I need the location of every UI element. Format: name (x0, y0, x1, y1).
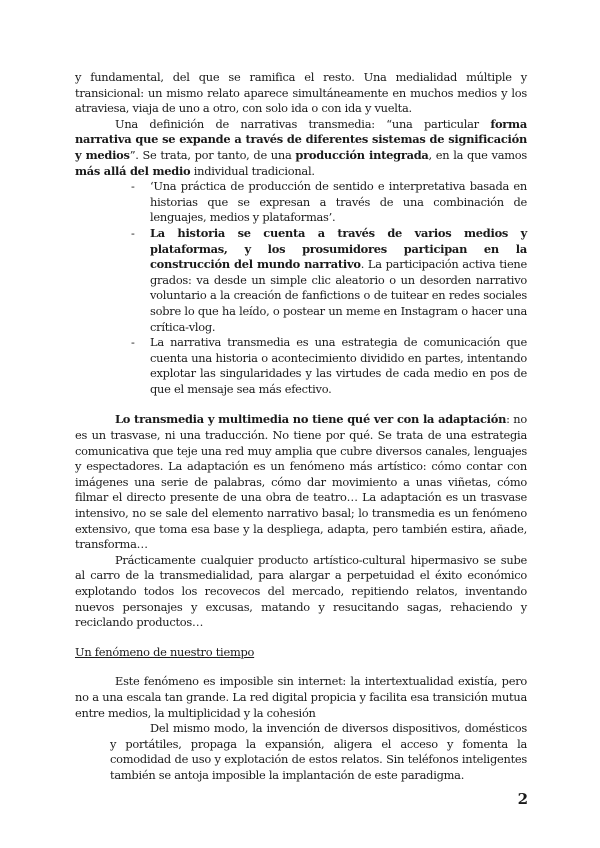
definition-paragraph (75, 117, 527, 179)
list-item-text: La narrativa transmedia es una estrategia de comunicación que cuenta una historia o acontecimiento dividido en partes, intentando explotar las singularidades y las virtudes de cada medio en pos de que el mensaje sea más efectivo. (150, 335, 527, 396)
list-item (131, 179, 527, 226)
list-item-text: . La participación activa tiene grados: va desde un simple clic aleatorio o un desorden narrativo voluntario a la creación de fanfictions o de tuitear en redes sociales sobre lo que ha leído, o postear un meme en Instagram o hacer una crítica-vlog. (150, 257, 528, 334)
document-page (75, 70, 527, 784)
spacer (75, 631, 527, 645)
definition-bold-2: producción integrada (295, 147, 429, 162)
definition-list (75, 179, 527, 397)
list-item-text: ‘Una práctica de producción de sentido e interpretativa basada en historias que se expresan a través de una combinación de lenguajes, medios y plataformas’. (150, 179, 527, 225)
adaptation-bold: Lo transmedia y multimedia no tiene qué ver con la adaptación (115, 412, 507, 427)
spacer (75, 660, 527, 674)
definition-bold-1: forma narrativa que se expande a través de diferentes sistemas de significación y medios (75, 116, 527, 162)
section-heading: Un fenómeno de nuestro tiempo (75, 644, 255, 659)
list-item (131, 225, 528, 335)
adaptation-paragraph (75, 412, 527, 552)
page-number: 2 (517, 790, 528, 808)
definition-mid-1: ”. Se trata, por tanto, de una (129, 147, 296, 162)
list-item-bold: La historia se cuenta a través de varios medios y plataformas, y los prosumidores participan en la construcción del mundo narrativo (150, 225, 527, 272)
section-paragraph-1: Este fenómeno es imposible sin internet: la intertextualidad existía, pero no a una escala tan grande. La red digital propicia y facilita esa transición mutua entre medios, la multiplicidad y la cohesión (75, 674, 527, 720)
definition-tail: individual tradicional. (190, 163, 315, 178)
list-item (131, 335, 527, 397)
list-dash: - (131, 225, 135, 240)
list-dash: - (131, 179, 135, 194)
spacer (75, 397, 527, 412)
definition-bold-3: más allá del medio (75, 163, 191, 178)
section-paragraph-2: Del mismo modo, la invención de diversos dispositivos, domésticos y portátiles, propaga la expansión, aligera el acceso y fomenta la comodidad de uso y explotación de estos relatos. Sin teléfonos inteligentes también se antoja imposible la implantación de este paradigma. (110, 721, 527, 782)
definition-lead: Una definición de narrativas transmedia: “una particular (115, 116, 491, 131)
list-dash: - (131, 335, 135, 350)
adaptation-text: : no es un trasvase, ni una traducción. No tiene por qué. Se trata de una estrategia comunicativa que teje una red muy amplia que cubre diversos canales, lenguajes y espectadores. La adaptación es un fenómeno más artístico: cómo contar con imágenes una serie de palabras, cómo dar movimiento a unas viñetas, cómo filmar el directo presente de una obra de teatro… La adaptación es un trasvase intensivo, no se sale del elemento narrativo basal; lo transmedia es un fenómeno extensivo, que toma esa base y la despliega, adapta, pero también estira, añade, transforma… (75, 412, 527, 552)
intro-paragraph: y fundamental, del que se ramifica el resto. Una medialidad múltiple y transicional: un mismo relato aparece simultáneamente en muchos medios y los atraviesa, viaja de uno a otro, con solo ida o con ida y vuelta. (75, 70, 527, 116)
hypermassive-paragraph: Prácticamente cualquier producto artístico-cultural hipermasivo se sube al carro de la transmedialidad, para alargar a perpetuidad el éxito económico explotando todos los recovecos del mercado, repitiendo relatos, inventando nuevos personajes y excusas, matando y resucitando sagas, rehaciendo y reciclando productos… (75, 552, 527, 630)
definition-mid-2: , en la que vamos (428, 147, 527, 162)
